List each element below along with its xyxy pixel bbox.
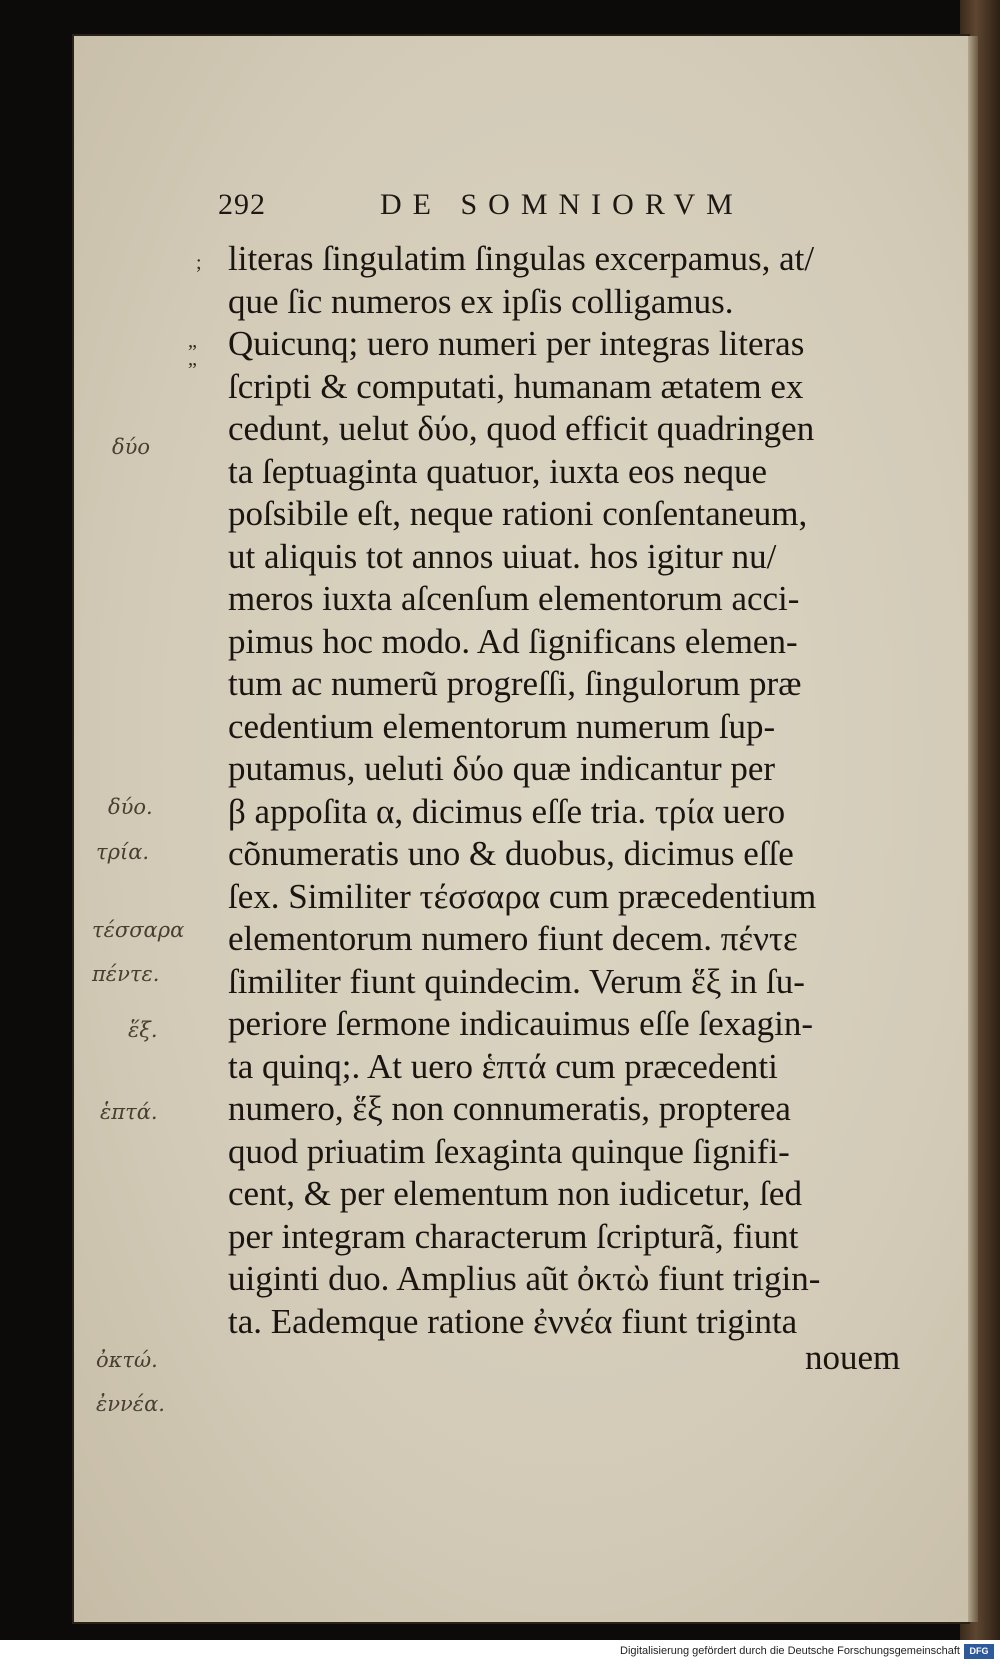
margin-note: ἐννέα. <box>96 1392 165 1416</box>
page-number: 292 <box>218 188 266 221</box>
text-line: ta quinq;. At uero ἑπτά cum præcedenti <box>228 1046 778 1086</box>
footer-bar <box>0 1640 1000 1665</box>
margin-note: ἑπτά. <box>100 1100 158 1124</box>
text-line: β appoſita α, dicimus eſſe tria. τρία uero <box>228 791 786 831</box>
text-line: putamus, ueluti δύο quæ indicantur per <box>228 749 776 788</box>
text-line: quod priuatim ſexaginta quinque ſignifi- <box>228 1131 790 1171</box>
text-line: meros iuxta aſcenſum elementorum acci- <box>228 579 800 618</box>
main-text <box>228 238 933 1343</box>
margin-note: τρία. <box>96 840 150 864</box>
text-line: que ſic numeros ex ipſis colligamus. <box>228 281 734 321</box>
margin-note: ὀκτώ. <box>96 1348 158 1372</box>
text-line: literas ſingulatim ſingulas excerpamus, at/ <box>228 239 815 278</box>
footer-credit: Digitalisierung gefördert durch die Deutsche Forschungsgemeinschaft <box>620 1645 960 1657</box>
text-line: cõnumeratis uno & duobus, dicimus eſſe <box>228 834 794 873</box>
text-line: cedunt, uelut δύο, quod efficit quadringen <box>228 409 815 448</box>
text-line: periore ſermone indicauimus eſſe ſexagin- <box>228 1004 814 1043</box>
catchword: nouem <box>805 1338 901 1377</box>
text-line: elementorum numero fiunt decem. πέντε <box>228 919 798 958</box>
text-line: Quicunq; uero numeri per integras literas <box>228 324 805 363</box>
text-line: cedentium elementorum numerum ſup- <box>228 706 776 746</box>
text-line: pimus hoc modo. Ad ſignificans elemen- <box>228 621 798 661</box>
text-line: per integram characterum ſcripturã, fiunt <box>228 1216 799 1256</box>
text-line: cent, & per elementum non iudicetur, ſed <box>228 1174 802 1213</box>
text-line: ut aliquis tot annos uiuat. hos igitur nu/ <box>228 536 777 576</box>
dfg-logo: DFG <box>964 1644 994 1659</box>
text-line: tum ac numerũ progreſſi, ſingulorum præ <box>228 664 802 703</box>
margin-note: δύο <box>112 435 151 459</box>
margin-note: τέσσαρα <box>92 918 185 942</box>
text-line: ſex. Similiter τέσσαρα cum præcedentium <box>228 876 817 916</box>
text-line: poſsibile eſt, neque rationi conſentaneum, <box>228 494 808 533</box>
margin-note: πέντε. <box>92 962 160 986</box>
margin-mark: „ <box>188 330 197 352</box>
margin-note: δύο. <box>108 795 153 819</box>
text-line: uiginti duo. Amplius aũt ὀκτὼ fiunt trigin- <box>228 1259 821 1298</box>
margin-mark: ; <box>196 252 202 274</box>
text-line: ta ſeptuaginta quatuor, iuxta eos neque <box>228 451 767 491</box>
text-line: ſcripti & computati, humanam ætatem ex <box>228 366 804 406</box>
text-line: numero, ἕξ non connumeratis, propterea <box>228 1089 791 1128</box>
text-line: ta. Eademque ratione ἐννέα fiunt triginta <box>228 1301 798 1341</box>
text-line: ſimiliter fiunt quindecim. Verum ἕξ in ſu- <box>228 961 805 1001</box>
running-head: DE SOMNIORVM <box>380 188 744 221</box>
margin-note: ἕξ. <box>128 1018 158 1042</box>
margin-mark: „ <box>188 348 197 370</box>
page-edge <box>968 36 978 1622</box>
page-header <box>148 188 848 228</box>
